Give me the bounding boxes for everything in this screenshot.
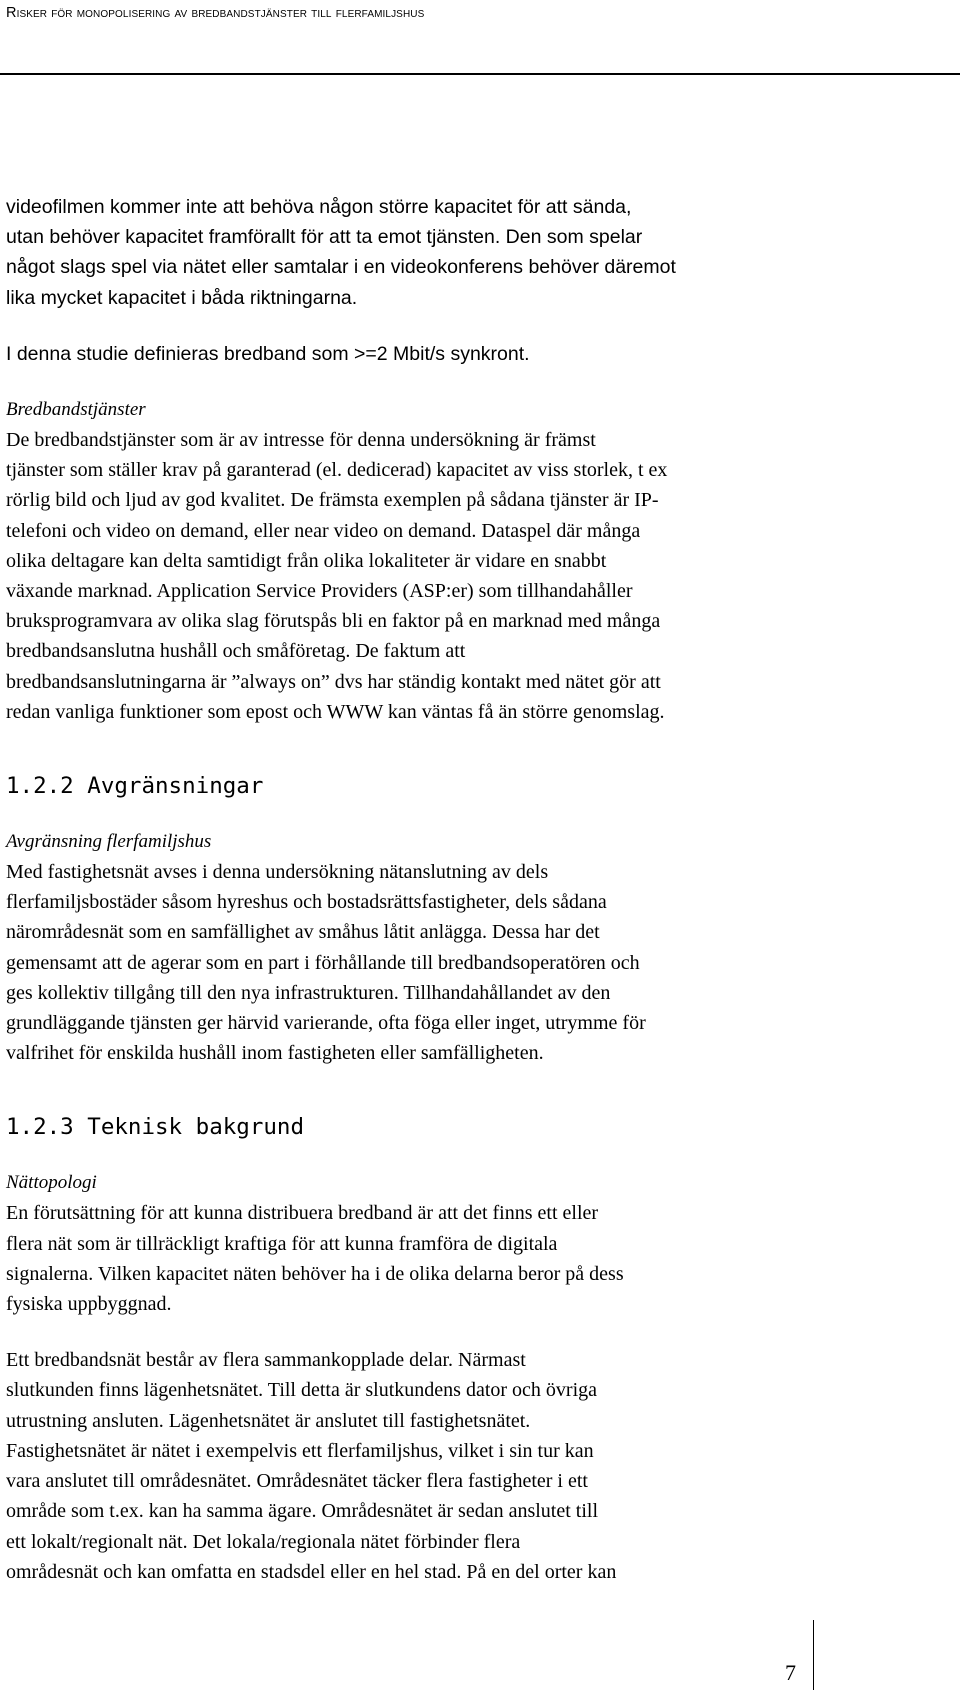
- text-line: olika deltagare kan delta samtidigt från olika lokaliteter är vidare en snabbt: [6, 549, 607, 572]
- paragraph-video-capacity: [6, 192, 826, 313]
- text-line: Ett bredbandsnät består av flera sammankopplade delar. Närmast: [6, 1349, 526, 1372]
- text-line: redan vanliga funktioner som epost och WWW kan väntas få än större genomslag.: [6, 700, 665, 723]
- text-line: lika mycket kapacitet i båda riktningarna.: [6, 286, 358, 309]
- text-line: område som t.ex. kan ha samma ägare. Områdesnätet är sedan anslutet till: [6, 1500, 599, 1523]
- text-line: tjänster som ställer krav på garanterad (el. dedicerad) kapacitet av viss storlek, t ex: [6, 459, 668, 482]
- section-heading-avgransningar: 1.2.2 Avgränsningar: [6, 773, 264, 800]
- page-body: [6, 192, 826, 1613]
- running-header: Risker för monopolisering av bredbandstjänster till flerfamiljshus: [6, 5, 425, 21]
- text-line: ges kollektiv tillgång till den nya infrastrukturen. Tillhandahållandet av den: [6, 981, 611, 1004]
- text-line: grundläggande tjänsten ger härvid varierande, ofta föga eller inget, utrymme för: [6, 1012, 646, 1035]
- section-avgransning-flerfamiljshus: [6, 827, 826, 1068]
- paragraph-network-structure: [6, 1345, 826, 1587]
- text-line: flerfamiljsbostäder såsom hyreshus och bostadsrättsfastigheter, dels sådana: [6, 891, 607, 914]
- page-number: 7: [785, 1660, 796, 1685]
- text-line: bredbandsanslutna hushåll och småföretag. De faktum att: [6, 640, 466, 663]
- subheading-bredbandstjanster: Bredbandstjänster: [6, 399, 146, 421]
- text-line: telefoni och video on demand, eller near video on demand. Dataspel där många: [6, 519, 641, 542]
- text-line: signalerna. Vilken kapacitet näten behöver ha i de olika delarna beror på dess: [6, 1262, 624, 1285]
- text-line: Fastighetsnätet är nätet i exempelvis ett flerfamiljshus, vilket i sin tur kan: [6, 1439, 594, 1462]
- text-line: flera nät som är tillräckligt kraftiga för att kunna framföra de digitala: [6, 1232, 558, 1255]
- text-line: områdesnät och kan omfatta en stadsdel eller en hel stad. På en del orter kan: [6, 1560, 617, 1583]
- paragraph-broadband-definition: [6, 339, 826, 369]
- text-line: rörlig bild och ljud av god kvalitet. De främsta exemplen på sådana tjänster är IP-: [6, 489, 659, 512]
- text-line: En förutsättning för att kunna distribuera bredband är att det finns ett eller: [6, 1202, 599, 1225]
- text-line: slutkunden finns lägenhetsnätet. Till detta är slutkundens dator och övriga: [6, 1379, 598, 1402]
- text-line: vara anslutet till områdesnätet. Områdesnätet täcker flera fastigheter i ett: [6, 1470, 588, 1493]
- section-nattopologi: [6, 1168, 826, 1319]
- text-line: gemensamt att de agerar som en part i förhållande till bredbandsoperatören och: [6, 951, 640, 974]
- text-line: utan behöver kapacitet framförallt för att ta emot tjänsten. Den som spelar: [6, 226, 643, 249]
- text-line: valfrihet för enskilda hushåll inom fastigheten eller samfälligheten.: [6, 1042, 544, 1065]
- section-bredbandstjanster: [6, 395, 826, 727]
- text-line: ett lokalt/regionalt nät. Det lokala/regionala nätet förbinder flera: [6, 1530, 521, 1553]
- text-line: bredbandsanslutningarna är ”always on” dvs har ständig kontakt med nätet gör att: [6, 670, 661, 693]
- text-line: utrustning ansluten. Lägenhetsnätet är anslutet till fastighetsnätet.: [6, 1409, 531, 1432]
- text-line: videofilmen kommer inte att behöva någon större kapacitet för att sända,: [6, 196, 632, 218]
- header-divider: [0, 73, 960, 75]
- text-line: fysiska uppbyggnad.: [6, 1293, 172, 1316]
- text-line: I denna studie definieras bredband som >=2 Mbit/s synkront.: [6, 342, 530, 365]
- subheading-avgransning-flerfamiljshus: Avgränsning flerfamiljshus: [6, 831, 212, 853]
- text-line: närområdesnät som en samfällighet av småhus låtit anlägga. Dessa har det: [6, 921, 600, 944]
- text-line: Med fastighetsnät avses i denna undersökning nätanslutning av dels: [6, 861, 549, 884]
- text-line: växande marknad. Application Service Providers (ASP:er) som tillhandahåller: [6, 580, 633, 603]
- text-line: De bredbandstjänster som är av intresse för denna undersökning är främst: [6, 429, 596, 452]
- subheading-nattopologi: Nättopologi: [6, 1172, 97, 1194]
- text-line: något slags spel via nätet eller samtalar i en videokonferens behöver däremot: [6, 256, 676, 279]
- text-line: bruksprogramvara av olika slag förutspås bli en faktor på en marknad med många: [6, 610, 661, 633]
- section-heading-teknisk-bakgrund: 1.2.3 Teknisk bakgrund: [6, 1114, 305, 1141]
- footer-divider: [813, 1620, 814, 1690]
